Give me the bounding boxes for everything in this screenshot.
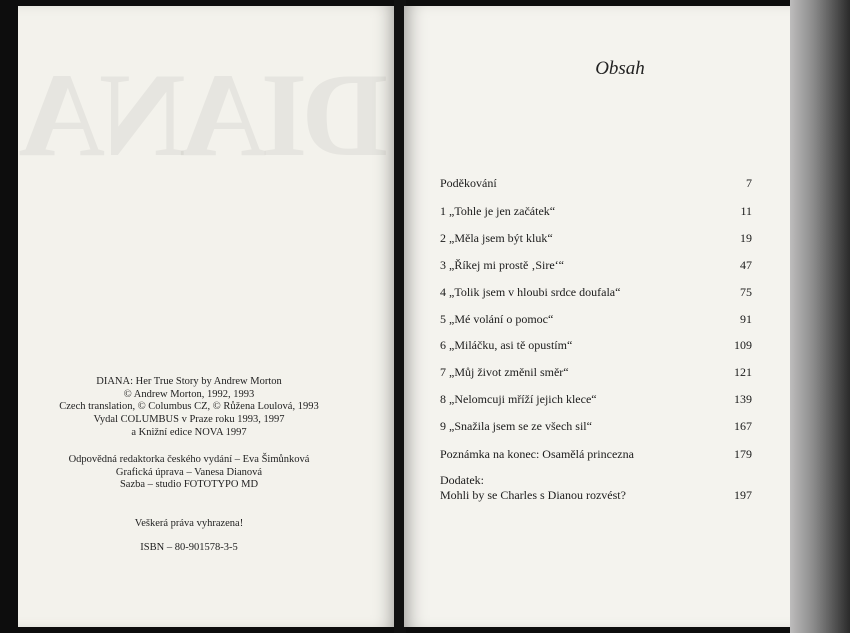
toc-entry: [440, 285, 752, 300]
toc-entry-title: 1 „Tohle je jen začátek“: [440, 204, 556, 218]
toc-entry-page: 11: [740, 204, 752, 218]
toc-entry: [440, 338, 752, 353]
toc-entry-page: 121: [734, 365, 752, 379]
toc-entry-page: 47: [740, 258, 752, 272]
imprint-line: © Andrew Morton, 1992, 1993: [123, 388, 255, 400]
toc-entry-title: 6 „Miláčku, asi tě opustím“: [440, 338, 573, 352]
toc-entry-title: 2 „Měla jsem být kluk“: [440, 231, 553, 245]
toc-entry-title: 9 „Snažila jsem se ze všech sil“: [440, 419, 592, 433]
toc-entry: [440, 312, 752, 327]
toc-entry: [440, 447, 752, 462]
left-page: [18, 6, 396, 627]
toc-entry-page: 91: [740, 312, 752, 326]
toc-entry-page: 7: [746, 176, 752, 190]
show-through-title: DIANA: [24, 48, 388, 181]
isbn: ISBN – 80-901578-3-5: [140, 542, 238, 553]
toc-entry-title: Poznámka na konec: Osamělá princezna: [440, 447, 634, 461]
imprint-line: DIANA: Her True Story by Andrew Morton: [96, 376, 282, 387]
credits-block: [0, 454, 378, 492]
toc-entry-page: 19: [740, 231, 752, 245]
toc-entry: [440, 204, 752, 219]
toc-entry-title: 7 „Můj život změnil směr“: [440, 365, 569, 379]
imprint-block: [0, 376, 378, 440]
credits-line: Grafická úprava – Vanesa Dianová: [115, 466, 263, 478]
toc-appendix-label: Dodatek:: [440, 473, 484, 487]
toc-entry-page: 197: [734, 488, 752, 502]
toc-entry-title: 4 „Tolik jsem v hloubi srdce doufala“: [440, 285, 621, 299]
toc-entry-title: 5 „Mé volání o pomoc“: [440, 312, 554, 326]
toc-entry: [440, 231, 752, 246]
toc-entry-page: 139: [734, 392, 752, 406]
credits-line: Odpovědná redaktorka českého vydání – Eva Šimůnková: [68, 454, 310, 465]
toc-entry-title: Poděkování: [440, 176, 497, 190]
toc-entry: [440, 365, 752, 380]
toc-entry-page: 109: [734, 338, 752, 352]
page-edge: [790, 0, 850, 633]
toc-entry-title: 8 „Nelomcuji mříží jejich klece“: [440, 392, 597, 406]
toc-appendix-entry: [440, 473, 752, 503]
rights-notice: Veškerá práva vyhrazena!: [134, 518, 244, 529]
imprint-line: Vydal COLUMBUS v Praze roku 1993, 1997: [93, 414, 285, 426]
toc-entry-page: 75: [740, 285, 752, 299]
imprint-line: a Knižní edice NOVA 1997: [131, 426, 247, 438]
toc-entry: [440, 176, 752, 191]
toc-entry: [440, 392, 752, 407]
toc-entry-title: Mohli by se Charles s Dianou rozvést?: [440, 488, 626, 502]
toc-entry-page: 167: [734, 419, 752, 433]
page-title: Obsah: [595, 58, 645, 79]
toc-entry-page: 179: [734, 447, 752, 461]
toc-entry: [440, 258, 752, 273]
toc-entry: [440, 419, 752, 434]
toc-entry-title: 3 „Říkej mi prostě ‚Sire‘“: [440, 258, 564, 272]
credits-line: Sazba – studio FOTOTYPO MD: [119, 479, 259, 491]
imprint-line: Czech translation, © Columbus CZ, © Růžena Loulová, 1993: [59, 401, 319, 413]
